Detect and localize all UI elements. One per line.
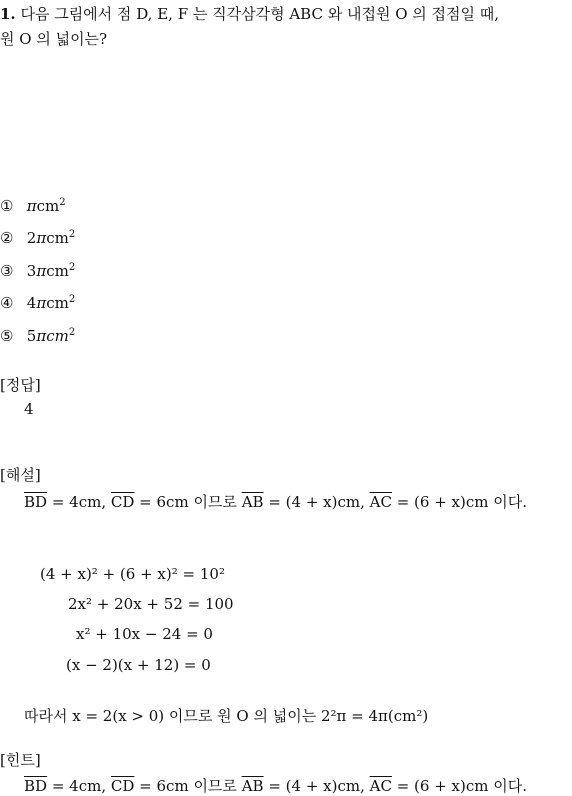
choice-2[interactable] — [0, 229, 75, 247]
choice-unit: cm — [36, 197, 60, 215]
segment-cd-value: = 6cm 이므로 — [134, 777, 242, 795]
choice-coef: 3 — [26, 262, 37, 280]
hint-label: [힌트] — [0, 751, 41, 769]
equation-1: (4 + x)² + (6 + x)² = 10² — [40, 565, 225, 583]
choice-3[interactable] — [0, 262, 75, 280]
choice-mark: ③ — [0, 262, 14, 280]
choice-unit: cm — [46, 229, 69, 247]
segment-ab-value: = (4 + x)cm, — [263, 777, 365, 795]
choice-pi: π — [36, 262, 47, 280]
choice-4[interactable] — [0, 294, 75, 312]
choice-exp: 2 — [68, 294, 76, 305]
segment-ac: $\overline{AC}$ — [369, 493, 392, 511]
answer-value: 4 — [24, 400, 34, 418]
segment-ac-value: = (6 + x)cm 이다. — [391, 493, 528, 511]
segment-bd: $\overline{BD}$ — [24, 493, 48, 511]
segment-ab: $\overline{AB}$ — [241, 493, 264, 511]
choice-pi: π — [26, 197, 37, 215]
choice-exp: 2 — [68, 262, 76, 273]
segment-bd-value: = 4cm, — [47, 493, 107, 511]
segment-bd: $\overline{BD}$ — [24, 777, 48, 795]
choice-unit: cm — [46, 294, 69, 312]
segment-ab: $\overline{AB}$ — [241, 777, 264, 795]
choice-5[interactable] — [0, 327, 75, 345]
choice-unit: cm — [46, 262, 69, 280]
segment-cd: $\overline{CD}$ — [110, 777, 135, 795]
choice-exp: 2 — [68, 327, 76, 338]
question-number: 1. — [0, 5, 16, 23]
choice-coef: 4 — [26, 294, 37, 312]
segment-ac: $\overline{AC}$ — [369, 777, 392, 795]
choice-mark: ② — [0, 229, 14, 247]
segment-cd-value: = 6cm 이므로 — [134, 493, 242, 511]
explanation-label: [해설] — [0, 466, 41, 484]
equation-2: 2x² + 20x + 52 = 100 — [68, 595, 234, 613]
answer-label: [정답] — [0, 376, 41, 394]
choice-pi: π — [36, 327, 47, 345]
segment-cd: $\overline{CD}$ — [110, 493, 135, 511]
choice-coef: 5 — [26, 327, 37, 345]
choice-pi: π — [36, 294, 47, 312]
choice-unit: cm — [46, 327, 69, 345]
choice-mark: ① — [0, 197, 14, 215]
choice-pi: π — [36, 229, 47, 247]
choice-exp: 2 — [68, 229, 76, 240]
choice-mark: ⑤ — [0, 327, 14, 345]
question-line-1 — [0, 3, 499, 24]
equation-3: x² + 10x − 24 = 0 — [76, 625, 213, 643]
question-text-1: 다음 그림에서 점 D, E, F 는 직각삼각형 ABC 와 내접원 O 의 접점일 때, — [20, 5, 500, 23]
equation-4: (x − 2)(x + 12) = 0 — [66, 656, 211, 674]
segment-ac-value: = (6 + x)cm 이다. — [391, 777, 528, 795]
segment-bd-value: = 4cm, — [47, 777, 107, 795]
choice-exp: 2 — [59, 197, 66, 208]
question-line-2: 원 O 의 넓이는? — [0, 30, 108, 48]
segment-ab-value: = (4 + x)cm, — [263, 493, 365, 511]
hint-premise — [24, 775, 527, 796]
choice-mark: ④ — [0, 294, 14, 312]
explanation-conclusion: 따라서 x = 2(x > 0) 이므로 원 O 의 넓이는 2²π = 4π(cm²) — [24, 707, 429, 725]
choice-1[interactable] — [0, 197, 66, 215]
explanation-premise — [24, 491, 527, 512]
choice-coef: 2 — [26, 229, 37, 247]
